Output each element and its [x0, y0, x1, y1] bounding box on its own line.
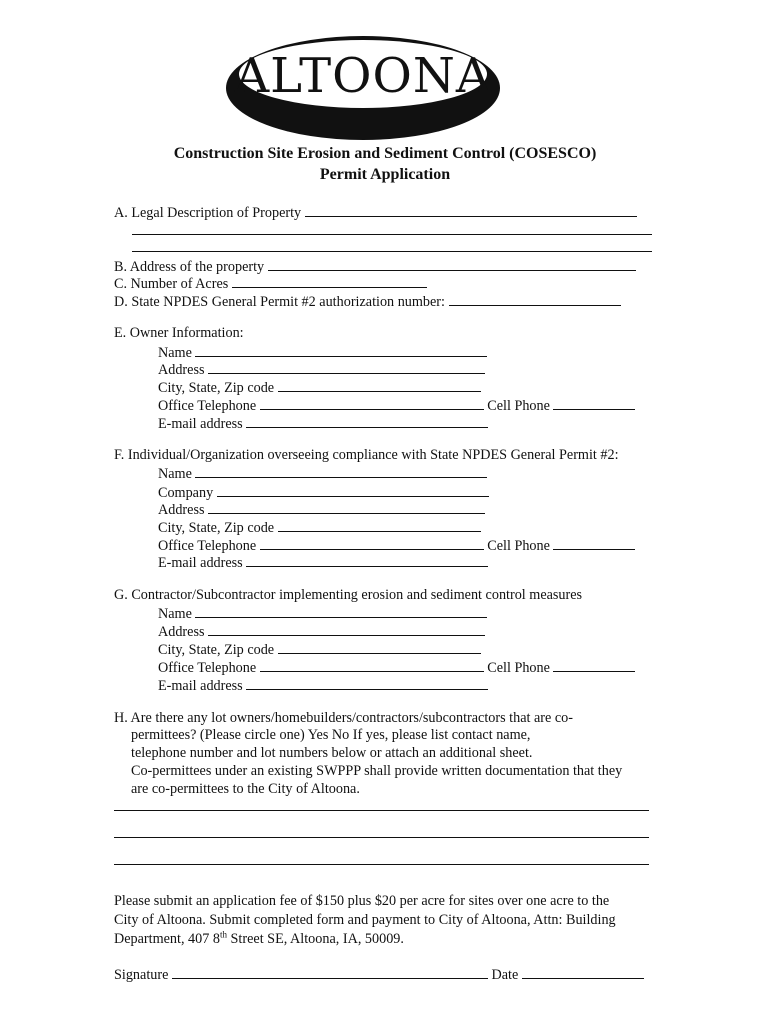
contractor-office-phone-field[interactable] — [260, 657, 484, 672]
co-permittee-field-line-1[interactable] — [114, 810, 649, 811]
owner-phone-row — [158, 395, 635, 415]
overseer-name-field[interactable] — [195, 463, 487, 478]
logo-text: ALTOONA — [234, 48, 492, 104]
owner-cell-phone-field[interactable] — [553, 395, 635, 410]
fee-note-line-1: Please submit an application fee of $150 plus $20 per acre for sites over one acre to the — [114, 893, 610, 909]
overseer-email-field[interactable] — [246, 552, 488, 567]
contractor-city-row — [158, 639, 481, 659]
overseer-city-field[interactable] — [278, 517, 481, 532]
fee-address-part-2: Street SE, Altoona, IA, 50009. — [227, 931, 404, 947]
contractor-phone-row — [158, 657, 635, 677]
contractor-city-field[interactable] — [278, 639, 481, 654]
contractor-email-field[interactable] — [246, 675, 488, 690]
owner-city-label: City, State, Zip code — [158, 380, 275, 396]
owner-email-field[interactable] — [246, 413, 488, 428]
number-of-acres-label: C. Number of Acres — [114, 276, 229, 292]
fee-note-line-3 — [114, 930, 404, 948]
signature-label: Signature — [114, 967, 169, 983]
section-a-row — [114, 202, 637, 222]
form-subtitle: Permit Application — [319, 166, 451, 183]
overseer-name-label: Name — [158, 466, 192, 482]
npdes-authorization-label: D. State NPDES General Permit #2 authorization number: — [114, 294, 445, 310]
section-d-row — [114, 291, 621, 311]
owner-address-label: Address — [158, 362, 205, 378]
fee-note-line-2: City of Altoona. Submit completed form and payment to City of Altoona, Attn: Building — [114, 912, 616, 928]
owner-office-phone-field[interactable] — [260, 395, 484, 410]
section-c-row — [114, 273, 427, 293]
owner-name-field[interactable] — [195, 342, 487, 357]
overseer-city-row — [158, 517, 481, 537]
section-h-line-5: are co-permittees to the City of Altoona. — [131, 781, 360, 797]
overseer-cell-phone-label: Cell Phone — [487, 538, 550, 554]
section-h-line-3: telephone number and lot numbers below or attach an additional sheet. — [131, 745, 533, 761]
owner-cell-phone-label: Cell Phone — [487, 398, 550, 414]
legal-description-field[interactable] — [305, 202, 637, 217]
signature-field[interactable] — [172, 964, 488, 979]
signature-row — [114, 964, 644, 984]
overseer-office-phone-field[interactable] — [260, 535, 484, 550]
section-h-line-4: Co-permittees under an existing SWPPP shall provide written documentation that they — [131, 763, 623, 779]
section-h-line-2: permittees? (Please circle one) Yes No If yes, please list contact name, — [131, 727, 531, 743]
contractor-cell-phone-label: Cell Phone — [487, 660, 550, 676]
npdes-authorization-field[interactable] — [449, 291, 621, 306]
overseer-name-row — [158, 463, 487, 483]
contractor-address-row — [158, 621, 485, 641]
overseer-company-field[interactable] — [217, 482, 489, 497]
overseer-cell-phone-field[interactable] — [553, 535, 635, 550]
legal-description-label: A. Legal Description of Property — [114, 205, 302, 221]
contractor-address-label: Address — [158, 624, 205, 640]
overseer-address-field[interactable] — [208, 499, 485, 514]
contractor-email-row — [158, 675, 488, 695]
owner-city-field[interactable] — [278, 377, 481, 392]
contractor-email-label: E-mail address — [158, 678, 243, 694]
form-title: Construction Site Erosion and Sediment Control (COSESCO) — [173, 145, 597, 162]
contractor-name-label: Name — [158, 606, 192, 622]
co-permittee-field-line-2[interactable] — [114, 837, 649, 838]
owner-name-label: Name — [158, 345, 192, 361]
section-h-line-1: H. Are there any lot owners/homebuilders/contractors/subcontractors that are co- — [114, 710, 573, 726]
owner-email-label: E-mail address — [158, 416, 243, 432]
owner-email-row — [158, 413, 488, 433]
overseer-office-phone-label: Office Telephone — [158, 538, 257, 554]
fee-address-part-1: Department, 407 8 — [114, 931, 220, 947]
co-permittee-field-line-3[interactable] — [114, 864, 649, 865]
property-address-label: B. Address of the property — [114, 259, 265, 275]
date-label: Date — [491, 967, 519, 983]
contractor-address-field[interactable] — [208, 621, 485, 636]
altoona-logo — [222, 26, 504, 146]
date-field[interactable] — [522, 964, 644, 979]
owner-city-row — [158, 377, 481, 397]
overseer-address-row — [158, 499, 485, 519]
contractor-name-field[interactable] — [195, 603, 487, 618]
overseer-company-label: Company — [158, 485, 214, 501]
overseer-city-label: City, State, Zip code — [158, 520, 275, 536]
overseer-email-label: E-mail address — [158, 555, 243, 571]
contractor-city-label: City, State, Zip code — [158, 642, 275, 658]
section-e-heading: E. Owner Information: — [114, 325, 244, 341]
number-of-acres-field[interactable] — [232, 273, 427, 288]
legal-description-field-line-2[interactable] — [132, 234, 652, 235]
legal-description-field-line-3[interactable] — [132, 251, 652, 252]
fee-address-superscript: th — [219, 929, 227, 940]
overseer-email-row — [158, 552, 488, 572]
owner-address-field[interactable] — [208, 359, 485, 374]
section-f-heading: F. Individual/Organization overseeing compliance with State NPDES General Permit #2: — [114, 447, 619, 463]
contractor-cell-phone-field[interactable] — [553, 657, 635, 672]
property-address-field[interactable] — [268, 256, 636, 271]
contractor-office-phone-label: Office Telephone — [158, 660, 257, 676]
owner-office-phone-label: Office Telephone — [158, 398, 257, 414]
contractor-name-row — [158, 603, 487, 623]
section-g-heading: G. Contractor/Subcontractor implementing erosion and sediment control measures — [114, 587, 583, 603]
overseer-address-label: Address — [158, 502, 205, 518]
owner-address-row — [158, 359, 485, 379]
